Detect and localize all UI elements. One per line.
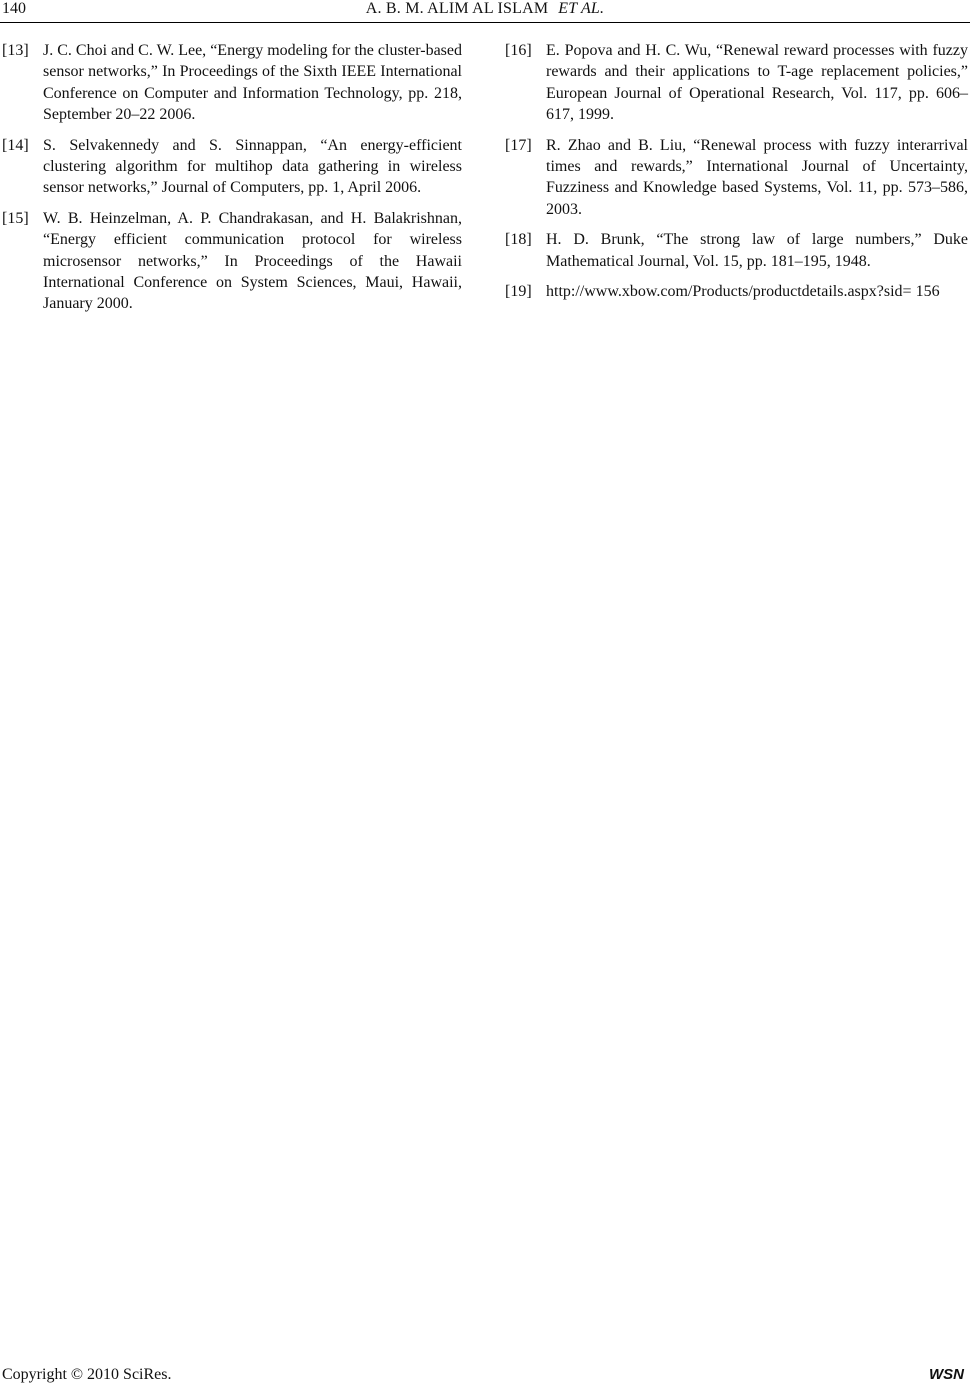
reference-column-right — [505, 40, 968, 311]
running-head — [0, 0, 970, 18]
reference-item — [2, 40, 462, 126]
reference-number: [15] — [2, 209, 29, 227]
reference-item — [505, 135, 968, 221]
reference-url-link[interactable]: http://www.xbow.com/Products/productdetails.aspx?sid= 156 — [546, 283, 940, 301]
reference-item — [2, 135, 462, 199]
reference-column-left — [2, 40, 462, 324]
reference-text: E. Popova and H. C. Wu, “Renewal reward processes with fuzzy rewards and their applications to T-age replacement policies,” European Journal of Operational Research, Vol. 117, pp. 606–617, 1999. — [546, 42, 968, 124]
running-head-authors: A. B. M. ALIM AL ISLAM — [365, 0, 549, 17]
header-rule — [0, 22, 970, 23]
reference-text: R. Zhao and B. Liu, “Renewal process with fuzzy interarrival times and rewards,” International Journal of Uncertainty, Fuzziness and Knowledge based Systems, Vol. 11, pp. 573–586, 2003. — [546, 136, 968, 218]
reference-item — [2, 208, 462, 315]
reference-number: [14] — [2, 136, 29, 154]
reference-text: W. B. Heinzelman, A. P. Chandrakasan, and H. Balakrishnan, “Energy efficient communication protocol for wireless microsensor networks,” In Proceedings of the Hawaii International Conference on System Sciences, Maui, Hawaii, January 2000. — [43, 209, 462, 313]
page-number: 140 — [2, 0, 26, 17]
reference-text: H. D. Brunk, “The strong law of large numbers,” Duke Mathematical Journal, Vol. 15, pp. 181–195, 1948. — [546, 231, 968, 270]
reference-number: [13] — [2, 42, 29, 59]
reference-text: J. C. Choi and C. W. Lee, “Energy modeling for the cluster-based sensor networks,” In Proceedings of the Sixth IEEE International Conference on Computer and Information Technology, pp. 218, September 20–22 2006. — [43, 42, 462, 124]
reference-item — [505, 281, 968, 302]
reference-item — [505, 229, 968, 272]
reference-number: [19] — [505, 283, 532, 301]
reference-number: [16] — [505, 42, 532, 59]
reference-number: [17] — [505, 136, 532, 154]
reference-number: [18] — [505, 231, 532, 249]
footer-copyright: Copyright © 2010 SciRes. — [2, 1366, 172, 1383]
footer-journal-name: WSN — [929, 1366, 964, 1383]
running-head-etal: ET AL. — [558, 0, 605, 17]
reference-item — [505, 40, 968, 126]
reference-text: S. Selvakennedy and S. Sinnappan, “An energy-efficient clustering algorithm for multihop data gathering in wireless sensor networks,” Journal of Computers, pp. 1, April 2006. — [43, 136, 462, 197]
